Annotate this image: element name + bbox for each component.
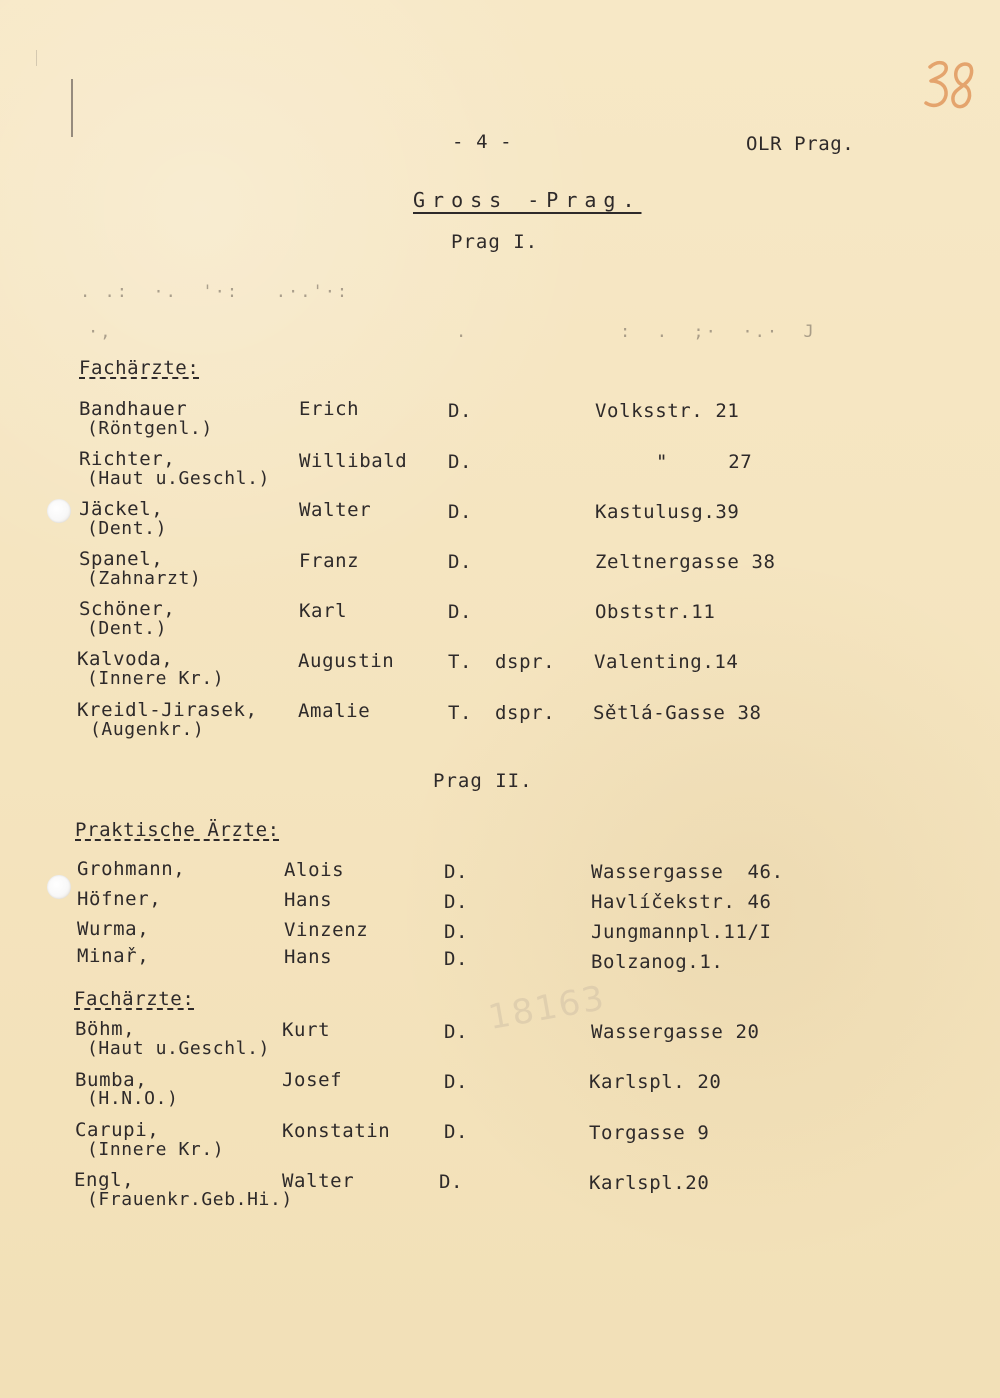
- doctor-first-name: Hans: [284, 946, 333, 968]
- doctor-first-name: Augustin: [298, 650, 395, 672]
- doctor-first-name: Vinzenz: [284, 919, 369, 941]
- faded-typed-line: : . ;· ·.· J: [620, 322, 816, 342]
- doctor-first-name: Hans: [284, 889, 333, 911]
- doctor-address: Wassergasse 46.: [591, 861, 784, 883]
- doctor-first-name: Franz: [299, 550, 360, 572]
- doctor-first-name: Josef: [282, 1069, 343, 1091]
- doctor-name: Schöner,: [79, 598, 176, 620]
- doctor-address: Karlspl.20: [589, 1172, 710, 1194]
- doctor-specialty: (Zahnarzt): [87, 568, 202, 589]
- doctor-address: Sětlá-Gasse 38: [593, 702, 762, 724]
- doctor-status: D.: [448, 551, 473, 573]
- doctor-name: Kreidl-Jirasek,: [77, 699, 258, 721]
- doctor-status: D.: [444, 891, 469, 913]
- doctor-status: T.: [448, 651, 473, 673]
- faded-typed-line: ·,: [88, 322, 113, 342]
- doctor-name: Spanel,: [79, 548, 164, 570]
- doctor-note: dspr.: [495, 702, 556, 724]
- staple-mark: [71, 79, 73, 137]
- section-title-prag-ii: Prag II.: [433, 770, 533, 792]
- doctor-address: Havlíčekstr. 46: [591, 891, 772, 913]
- doctor-status: D.: [444, 861, 469, 883]
- doctor-first-name: Willibald: [299, 450, 408, 472]
- doctor-name: Minař,: [77, 945, 150, 967]
- doctor-specialty: (Haut u.Geschl.): [87, 1038, 270, 1059]
- doctor-address: Torgasse 9: [589, 1122, 710, 1144]
- doctor-address: Volksstr. 21: [595, 400, 740, 422]
- staple-mark: [36, 50, 37, 66]
- section-title-prag-i: Prag I.: [451, 231, 539, 253]
- doctor-status: D.: [444, 948, 469, 970]
- doctor-first-name: Walter: [282, 1170, 355, 1192]
- fachaerzte-heading-prag-i: Fachärzte:: [79, 357, 200, 379]
- doctor-address: Obststr.11: [595, 601, 716, 623]
- doctor-address: " 27: [656, 451, 753, 473]
- doctor-first-name: Kurt: [282, 1019, 331, 1041]
- doctor-name: Bandhauer: [79, 398, 188, 420]
- doctor-name: Bumba,: [75, 1069, 148, 1091]
- doctor-address: Kastulusg.39: [595, 501, 740, 523]
- doctor-address: Zeltnergasse 38: [595, 551, 776, 573]
- doctor-name: Grohmann,: [77, 858, 186, 880]
- fachaerzte-heading-prag-ii: Fachärzte:: [74, 988, 195, 1010]
- doctor-address: Wassergasse 20: [591, 1021, 760, 1043]
- doctor-specialty: (Augenkr.): [90, 719, 205, 740]
- doctor-first-name: Erich: [299, 398, 360, 420]
- doctor-status: D.: [448, 400, 473, 422]
- punch-hole: [47, 499, 71, 523]
- doctor-specialty: (Haut u.Geschl.): [87, 468, 270, 489]
- doctor-status: D.: [448, 451, 473, 473]
- office-label: OLR Prag.: [746, 133, 855, 155]
- doctor-address: Karlspl. 20: [589, 1071, 722, 1093]
- doctor-address: Bolzanog.1.: [591, 951, 724, 973]
- punch-hole: [47, 875, 71, 899]
- doctor-name: Höfner,: [77, 888, 162, 910]
- doctor-status: D.: [444, 921, 469, 943]
- faded-typed-line: . .: ·. '·: .·.'·:: [80, 282, 350, 302]
- doctor-status: D.: [448, 601, 473, 623]
- handwritten-folio-number: [920, 54, 980, 124]
- doctor-name: Richter,: [79, 448, 176, 470]
- doctor-specialty: (Frauenkr.Geb.Hi.): [87, 1189, 293, 1210]
- doctor-first-name: Walter: [299, 499, 372, 521]
- doctor-specialty: (Innere Kr.): [87, 1139, 225, 1160]
- praktische-aerzte-heading: Praktische Ärzte:: [75, 819, 280, 841]
- doctor-address: Jungmannpl.11/I: [591, 921, 772, 943]
- doctor-address: Valenting.14: [594, 651, 739, 673]
- doctor-first-name: Alois: [284, 859, 345, 881]
- doctor-first-name: Amalie: [298, 700, 371, 722]
- faded-typed-line: .: [456, 322, 469, 342]
- faint-stamp-number: 18163: [485, 978, 609, 1038]
- doctor-first-name: Karl: [299, 600, 348, 622]
- doctor-status: T.: [448, 702, 473, 724]
- doctor-specialty: (H.N.O.): [87, 1088, 179, 1109]
- doctor-first-name: Konstatin: [282, 1120, 391, 1142]
- doctor-status: D.: [444, 1021, 469, 1043]
- document-title: Gross -Prag.: [413, 188, 642, 212]
- page-number: - 4 -: [452, 131, 513, 153]
- doctor-specialty: (Innere Kr.): [87, 668, 225, 689]
- doctor-specialty: (Röntgenl.): [87, 418, 213, 439]
- doctor-name: Jäckel,: [79, 498, 164, 520]
- doctor-specialty: (Dent.): [87, 618, 168, 639]
- doctor-status: D.: [439, 1171, 464, 1193]
- doctor-name: Böhm,: [75, 1018, 136, 1040]
- doctor-specialty: (Dent.): [87, 518, 168, 539]
- doctor-name: Carupi,: [75, 1119, 160, 1141]
- doctor-status: D.: [444, 1071, 469, 1093]
- doctor-note: dspr.: [495, 651, 556, 673]
- doctor-status: D.: [444, 1121, 469, 1143]
- doctor-name: Kalvoda,: [77, 648, 174, 670]
- doctor-status: D.: [448, 501, 473, 523]
- doctor-name: Engl,: [74, 1169, 135, 1191]
- doctor-name: Wurma,: [77, 918, 150, 940]
